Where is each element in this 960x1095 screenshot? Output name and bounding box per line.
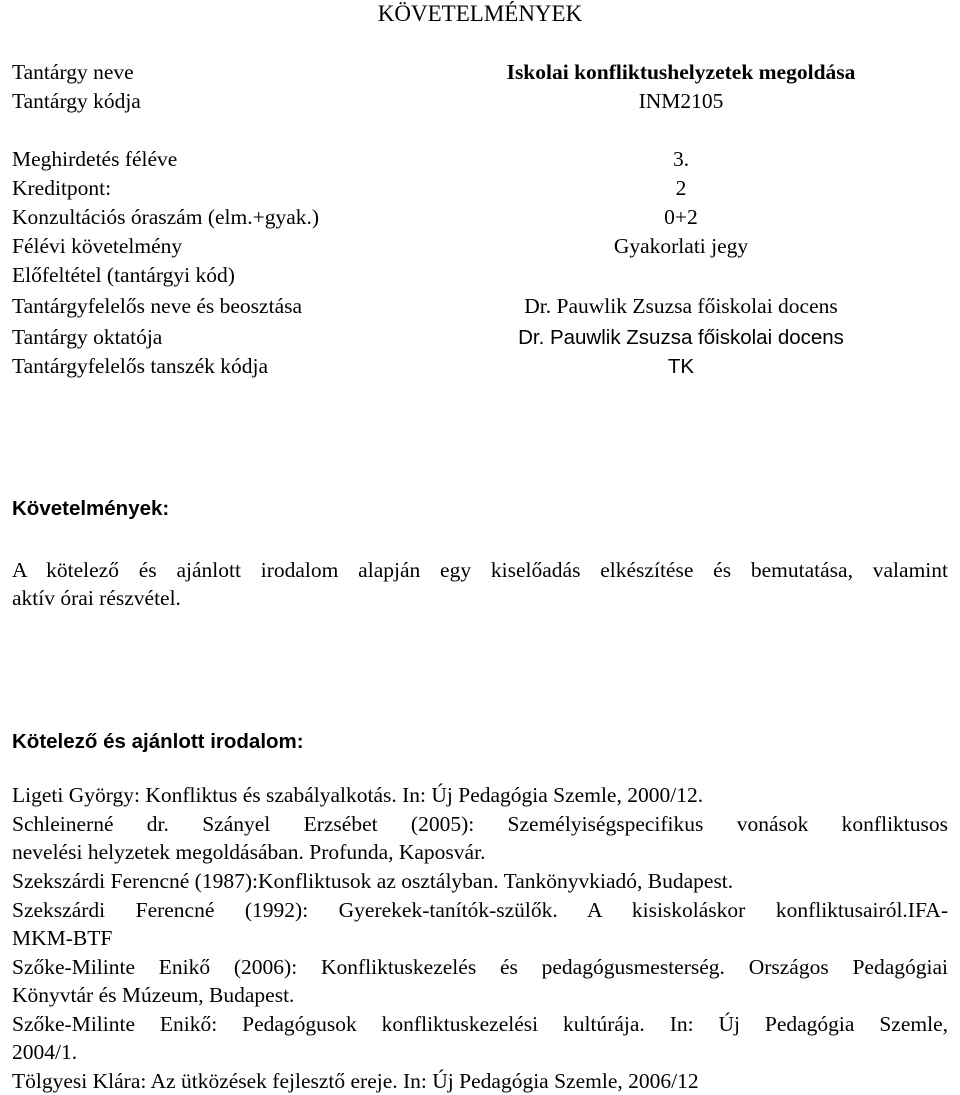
requirements-heading: Követelmények: (12, 497, 170, 520)
literature-entry (12, 781, 948, 809)
requirements-paragraph (12, 556, 948, 612)
info-label: Meghirdetés féléve (12, 147, 178, 171)
info-value: 2 (675, 176, 687, 200)
literature-line: Szekszárdi Ferencné (1987):Konfliktusok az osztályban. Tankönyvkiadó, Budapest. (12, 869, 734, 893)
info-row-semester (12, 145, 950, 174)
literature-line: Szekszárdi Ferencné (1992): Gyerekek-tanítók-szülők. A kisiskoláskor konfliktusairól.IFA- (12, 898, 948, 922)
info-value: 0+2 (664, 205, 698, 229)
info-row-responsible (12, 292, 950, 321)
info-label: Kreditpont: (12, 176, 112, 200)
literature-line: Szőke-Milinte Enikő: Pedagógusok konfliktuskezelési kultúrája. In: Új Pedagógia Szemle, (12, 1012, 948, 1036)
info-row-prerequisite (12, 261, 950, 290)
info-row-department-code (12, 352, 950, 381)
info-value: Dr. Pauwlik Zsuzsa főiskolai docens (524, 294, 838, 318)
info-value: TK (667, 355, 695, 378)
literature-line: 2004/1. (12, 1040, 78, 1064)
info-value: 3. (672, 147, 690, 171)
info-row-contact-hours (12, 203, 950, 232)
literature-line: Ligeti György: Konfliktus és szabályalkotás. In: Új Pedagógia Szemle, 2000/12. (12, 783, 704, 807)
info-label: Tantárgy neve (12, 60, 134, 84)
info-row-subject-code (12, 87, 950, 116)
info-row-semester-requirement (12, 232, 950, 261)
literature-entry (12, 1010, 948, 1066)
literature-entry (12, 867, 948, 895)
info-label: Tantárgyfelelős neve és beosztása (12, 294, 303, 318)
literature-entry (12, 953, 948, 1009)
document-title: KÖVETELMÉNYEK (377, 1, 583, 26)
literature-entry (12, 1067, 948, 1095)
info-label: Konzultációs óraszám (elm.+gyak.) (12, 205, 320, 229)
info-row-credits (12, 174, 950, 203)
literature-line: Szőke-Milinte Enikő (2006): Konfliktuskezelés és pedagógusmesterség. Országos Pedagógiai (12, 955, 948, 979)
info-value: INM2105 (638, 89, 724, 113)
literature-entry (12, 896, 948, 952)
info-label: Tantárgy kódja (12, 89, 141, 113)
info-label: Félévi követelmény (12, 234, 183, 258)
info-label: Tantárgy oktatója (12, 325, 163, 349)
literature-heading: Kötelező és ajánlott irodalom: (12, 730, 304, 753)
literature-line: Tölgyesi Klára: Az ütközések fejlesztő ereje. In: Új Pedagógia Szemle, 2006/12 (12, 1069, 699, 1093)
info-row-instructor (12, 323, 950, 352)
literature-line: Könyvtár és Múzeum, Budapest. (12, 983, 295, 1007)
literature-line: Schleinerné dr. Szányel Erzsébet (2005): Személyiségspecifikus vonások konfliktusos (12, 812, 948, 836)
paragraph-line: aktív órai részvétel. (12, 586, 181, 610)
info-row-subject-name (12, 58, 950, 87)
info-value: Dr. Pauwlik Zsuzsa főiskolai docens (518, 326, 844, 349)
literature-line: MKM-BTF (12, 926, 113, 950)
info-value: Iskolai konfliktushelyzetek megoldása (506, 60, 856, 84)
info-value: Gyakorlati jegy (613, 234, 749, 258)
literature-entry (12, 810, 948, 866)
paragraph-line: A kötelező és ajánlott irodalom alapján egy kiselőadás elkészítése és bemutatása, valamint (12, 558, 948, 582)
info-label: Tantárgyfelelős tanszék kódja (12, 354, 269, 378)
info-label: Előfeltétel (tantárgyi kód) (12, 263, 235, 287)
literature-line: nevelési helyzetek megoldásában. Profunda, Kaposvár. (12, 840, 486, 864)
